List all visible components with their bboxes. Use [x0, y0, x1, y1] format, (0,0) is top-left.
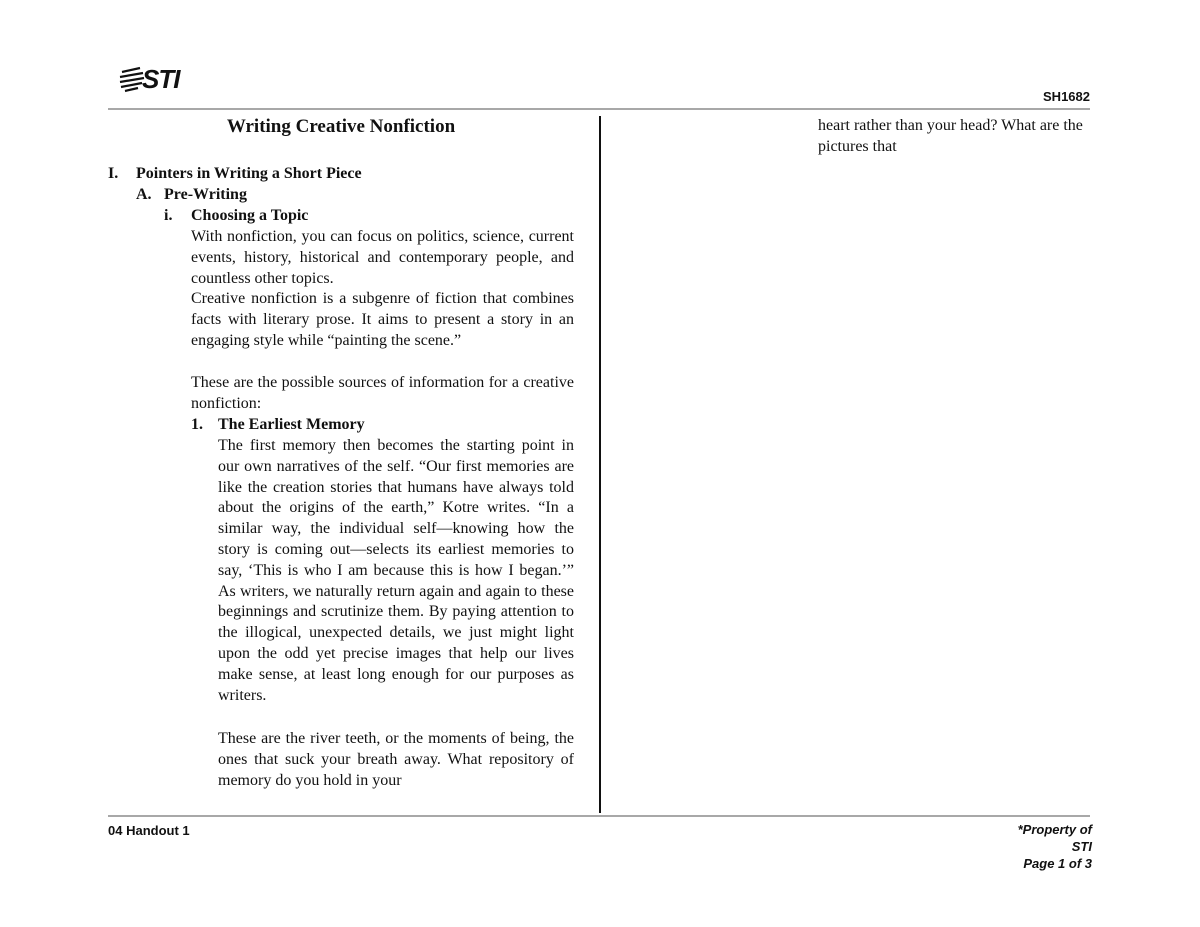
header-rule [108, 108, 1090, 110]
footer-sti-line: STI [1071, 839, 1092, 854]
subsection-number: A. [136, 186, 152, 203]
footer-property-note [972, 821, 1092, 871]
sti-logo [118, 62, 184, 96]
document-code: SH1682 [1043, 89, 1090, 104]
subsection-heading: Pre-Writing [164, 186, 247, 203]
footer-handout-label: 04 Handout 1 [108, 823, 190, 838]
logo-text: STI [142, 63, 180, 94]
section-heading: Pointers in Writing a Short Piece [136, 165, 362, 182]
paragraph-2: Creative nonfiction is a subgenre of fiction that combines facts with literary prose. It aims to present a story in an engaging style while “painting the scene.” [191, 290, 574, 349]
footer-property-line: *Property of [1017, 822, 1092, 837]
document-title: Writing Creative Nonfiction [226, 116, 456, 137]
column-divider [599, 116, 601, 813]
item-paragraph-2: These are the river teeth, or the moments of being, the ones that suck your breath away. What repository of memory do you hold in your [218, 730, 574, 789]
footer-rule [108, 815, 1090, 817]
item-paragraph-1: The first memory then becomes the starting point in our own narratives of the self. “Our first memories are like the creation stories that humans have always told about the origins of the earth,” Kotre writes. “In a similar way, the individual self—knowing how the story is coming out—selects its earliest memories to say, ‘This is who I am because this is how I began.’” As writers, we naturally return again and again to these beginnings and scrutinize them. By paying attention to the illogical, unexpected details, we just might light upon the odd yet precise images that help our lives make sense, at least long enough for our purposes as writers. [218, 437, 574, 704]
topic-number: i. [164, 207, 173, 224]
paragraph-1: With nonfiction, you can focus on politics, science, current events, history, historical and contemporary people, and countless other topics. [191, 228, 574, 287]
footer-page-number: Page 1 of 3 [1023, 856, 1092, 871]
item-heading: The Earliest Memory [218, 416, 365, 433]
topic-heading: Choosing a Topic [191, 207, 309, 224]
item-number: 1. [191, 416, 203, 433]
section-number: I. [108, 165, 119, 182]
paragraph-3: These are the possible sources of information for a creative nonfiction: [191, 374, 574, 412]
right-column-text: heart rather than your head? What are the pictures that [818, 117, 1083, 155]
